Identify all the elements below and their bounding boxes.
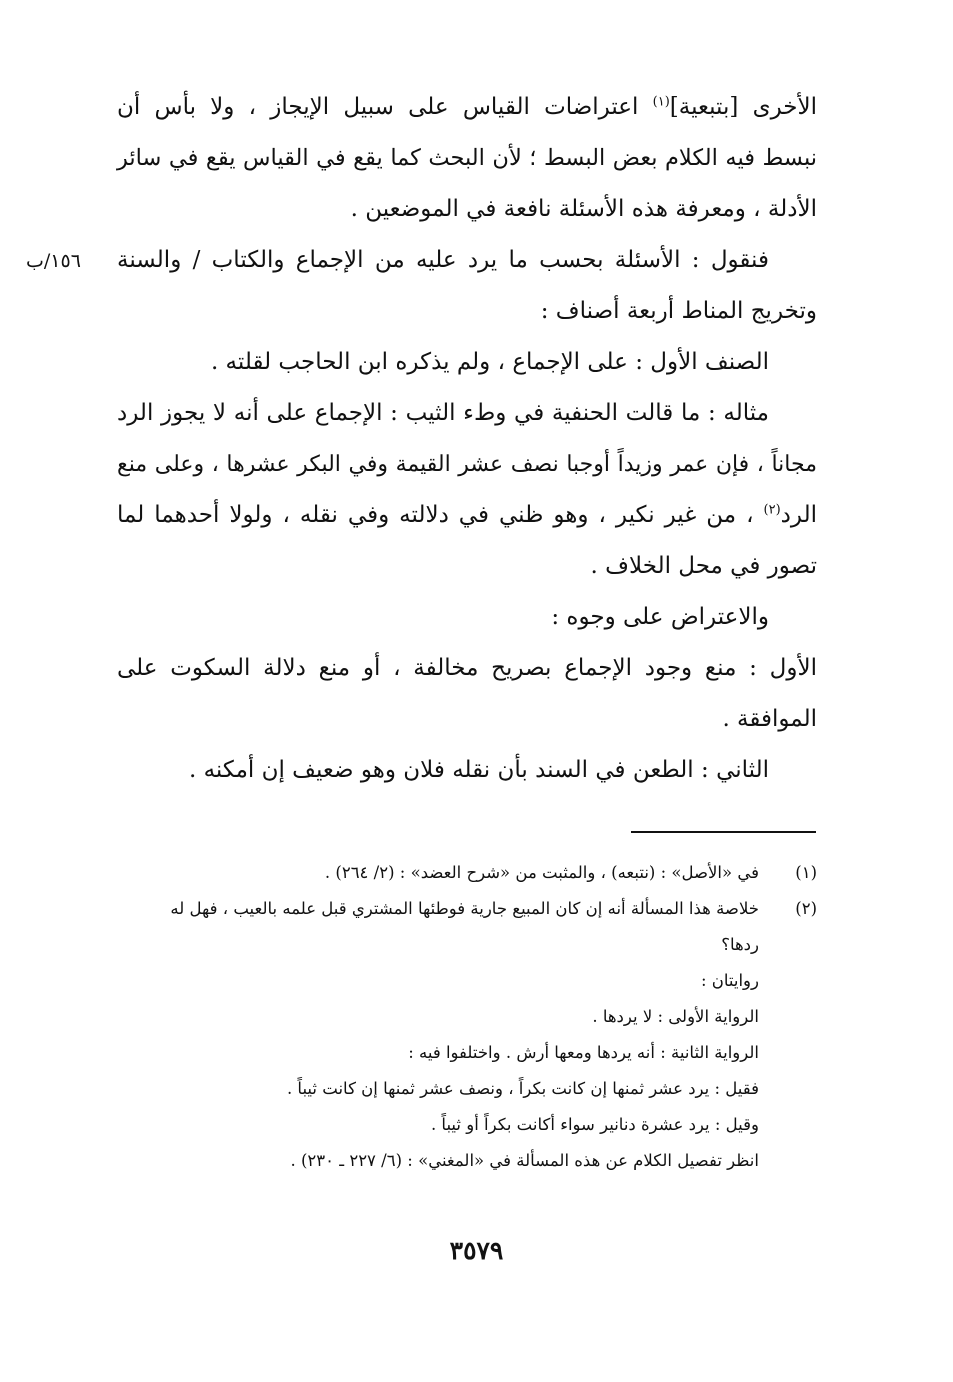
text-line: نبسط فيه الكلام بعض البسط ؛ لأن البحث كما يقع في القياس يقع في سائر bbox=[117, 145, 817, 171]
footnote-2 bbox=[117, 891, 817, 1179]
text-line: الأخرى [بتبعية]$^{(١)}$ اعتراضات القياس على سبيل الإيجاز ، ولا بأس أن bbox=[117, 94, 818, 120]
footnotes bbox=[117, 855, 817, 1179]
footnote-number: (١) bbox=[795, 863, 817, 882]
text-line: الموافقة . bbox=[722, 706, 817, 732]
text-line: مجاناً ، فإن عمر وزيداً أوجبا نصف عشر القيمة وفي البكر عشرها ، وعلى منع bbox=[117, 452, 817, 477]
footnote-line: انظر تفصيل الكلام عن هذه المسألة في «المغني» : (٦/ ٢٢٧ ـ ٢٣٠) . bbox=[290, 1151, 759, 1170]
footnote-line: روايتان : bbox=[700, 971, 759, 990]
text-line: مثاله : ما قالت الحنفية في وطء الثيب : الإجماع على أنه لا يجوز الرد bbox=[117, 400, 769, 426]
text-line: وتخريج المناط أربعة أصناف : bbox=[540, 298, 817, 324]
folio-margin-note: ١٥٦/ب bbox=[26, 250, 81, 272]
footnote-ref[interactable]: (٢) bbox=[763, 502, 781, 518]
footnote-line: فقيل : يرد عشر ثمنها إن كانت بكراً ، ونصف عشر ثمنها إن كانت ثيباً . bbox=[286, 1079, 759, 1098]
text-line: الأدلة ، ومعرفة هذه الأسئلة نافعة في الموضعين . bbox=[350, 196, 817, 222]
text-line: الثاني : الطعن في السند بأن نقله فلان وهو ضعيف إن أمكنه . bbox=[188, 757, 769, 783]
text-line: الأول : منع وجود الإجماع بصريح مخالفة ، أو منع دلالة السكوت على bbox=[117, 655, 817, 681]
footnote-line: وقيل : يرد عشرة دنانير سواء أكانت بكراً أو ثيباً . bbox=[430, 1115, 759, 1134]
footnote-line: الرواية الأولى : لا يردها . bbox=[592, 1007, 759, 1026]
text-line: فنقول : الأسئلة بحسب ما يرد عليه من الإجماع والكتاب / والسنة bbox=[117, 247, 769, 273]
text-line: والاعتراض على وجوه : bbox=[551, 604, 769, 630]
footnote-number: (٢) bbox=[795, 899, 817, 918]
footnote-line: خلاصة هذا المسألة أنه إن كان المبيع جارية فوطئها المشتري قبل علمه بالعيب ، فهل له bbox=[170, 899, 759, 918]
footnote-separator bbox=[631, 831, 816, 833]
footnote-line: الرواية الثانية : أنه يردها ومعها أرش . واختلفوا فيه : bbox=[408, 1043, 759, 1062]
main-text bbox=[117, 82, 817, 796]
footnote-line: ردها؟ bbox=[721, 935, 759, 954]
footnote-ref[interactable]: (١) bbox=[652, 94, 670, 110]
section-heading: الصنف الأول : على الإجماع ، ولم يذكره ابن الحاجب لقلته . bbox=[210, 349, 769, 375]
page-number: ٣٥٧٩ bbox=[449, 1236, 504, 1265]
footnote-line: في «الأصل» : (نتبعه) ، والمثبت من «شرح العضد» : (٢/ ٢٦٤) . bbox=[324, 863, 759, 882]
footnote-1 bbox=[117, 855, 817, 891]
text-line: تصور في محل الخلاف . bbox=[590, 553, 817, 579]
text-line: الرد$^{(٢)}$ ، من غير نكير ، وهو ظني في دلالته وفي نقله ، ولولا أحدهما لما bbox=[117, 502, 817, 528]
